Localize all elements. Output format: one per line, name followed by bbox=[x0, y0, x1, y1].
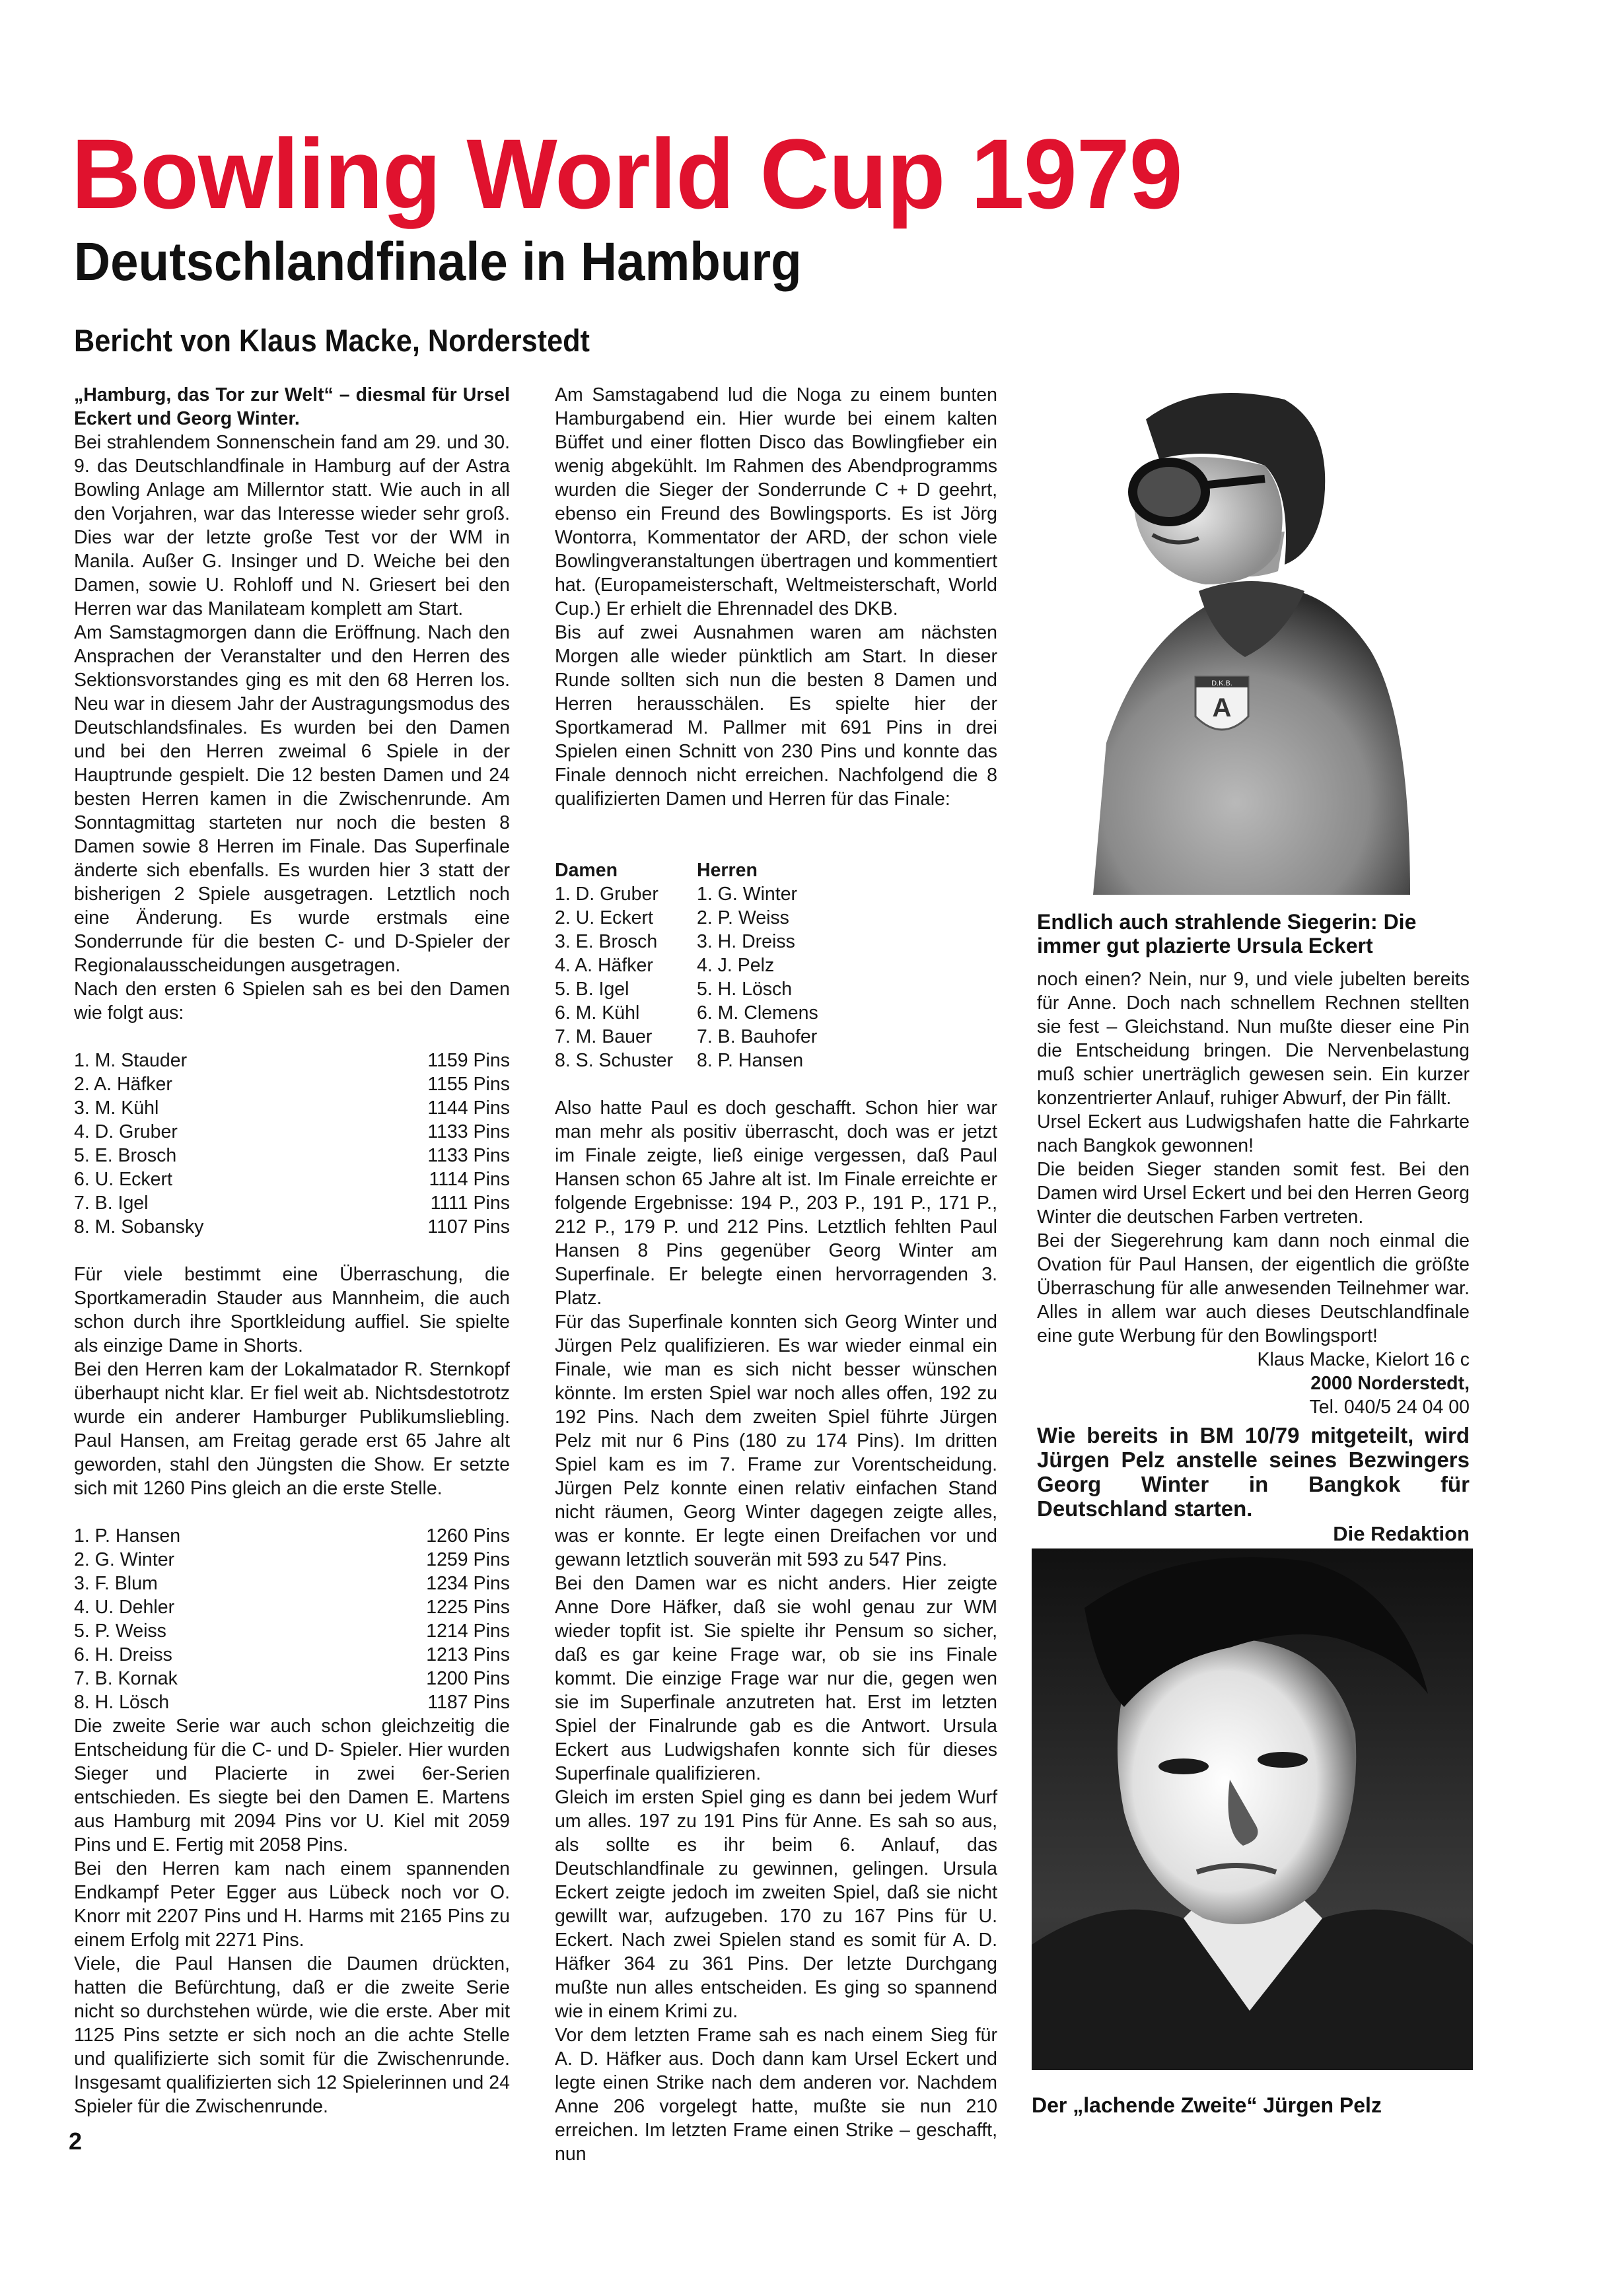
signature-line: 2000 Norderstedt, bbox=[1310, 1373, 1470, 1394]
ranking-score: 1214 Pins bbox=[426, 1620, 510, 1642]
ranking-score: 1133 Pins bbox=[427, 1145, 510, 1166]
finalist-item: 1. G. Winter bbox=[697, 884, 798, 905]
finalist-item: 3. E. Brosch bbox=[555, 931, 658, 952]
page-number: 2 bbox=[69, 2128, 83, 2155]
paragraph: Für das Superfinale konnten sich Georg Winter und Jürgen Pelz qualifizieren. Es war wieder einmal ein Finale, wie man es sich nicht besser wünschen könnte. Im ersten Spiel war noch alles offen, 192 zu 192 Pins. Nach dem zweiten Spiel führte Jürgen Pelz mit nur 6 Pins (180 zu 174 Pins). Im dritten Spiel kam es im 7. Frame zur Vorentscheidung. Jürgen Pelz konnte einen relativ einfachen Stand nicht räumen, Georg Winter dagegen zeigte alles, was er konnte. Er legte einen Dreifachen vor und gewann letztlich souverän mit 593 zu 547 Pins. bbox=[555, 1311, 997, 1570]
ranking-row bbox=[74, 1595, 510, 1619]
finalists-damen-column bbox=[555, 858, 697, 1072]
finalist-item: 6. M. Kühl bbox=[555, 1002, 640, 1024]
column-3 bbox=[1037, 967, 1470, 1547]
article-title: Bowling World Cup 1979 bbox=[71, 118, 1182, 229]
ranking-score: 1260 Pins bbox=[426, 1525, 510, 1547]
paragraph: Für viele bestimmt eine Überraschung, die Sportkameradin Stauder aus Mannheim, die auch schon durch ihre Sportkleidung auffiel. Sie spielte als einzige Dame in Shorts. bbox=[74, 1264, 510, 1356]
ranking-row bbox=[74, 1049, 510, 1072]
ranking-name: 3. M. Kühl bbox=[74, 1097, 159, 1119]
column-1 bbox=[74, 383, 510, 2118]
ranking-name: 2. A. Häfker bbox=[74, 1074, 172, 1095]
ranking-row bbox=[74, 1690, 510, 1714]
ranking-row bbox=[74, 1072, 510, 1096]
finalist-item: 6. M. Clemens bbox=[697, 1002, 818, 1024]
signature-line: Klaus Macke, Kielort 16 c bbox=[1257, 1349, 1470, 1370]
finalist-item: 2. U. Eckert bbox=[555, 907, 653, 928]
paragraph: Nach den ersten 6 Spielen sah es bei den Damen wie folgt aus: bbox=[74, 979, 510, 1024]
ranking-name: 7. B. Igel bbox=[74, 1193, 149, 1214]
ranking-score: 1133 Pins bbox=[427, 1121, 510, 1142]
finalist-item: 7. M. Bauer bbox=[555, 1026, 653, 1047]
finalists-herren-column bbox=[697, 858, 839, 1072]
portrait-woman-icon bbox=[1067, 373, 1437, 895]
ranking-score: 1259 Pins bbox=[426, 1549, 510, 1570]
herren-ranking-list bbox=[74, 1524, 510, 1714]
ranking-name: 1. P. Hansen bbox=[74, 1525, 181, 1547]
finalist-item: 3. H. Dreiss bbox=[697, 931, 795, 952]
finalists-herren-header: Herren bbox=[697, 860, 758, 881]
photo2-caption: Der „lachende Zweite“ Jürgen Pelz bbox=[1032, 2093, 1382, 2117]
ranking-row bbox=[74, 1572, 510, 1595]
photo-juergen-pelz bbox=[1032, 1548, 1473, 2070]
finalist-item: 7. B. Bauhofer bbox=[697, 1026, 818, 1047]
paragraph: Bei strahlendem Sonnenschein fand am 29. und 30. 9. das Deutschlandfinale in Hamburg auf der Astra Bowling Anlage am Millerntor statt. Wie auch in all den Vorjahren, war das Interesse wieder sehr groß. Dies war der letzte große Test vor der WM in Manila. Außer G. Insinger und D. Weiche bei den Damen, sowie U. Rohloff und N. Griesert bei den Herren war das Manilateam komplett am Start. bbox=[74, 432, 510, 619]
svg-text:D.K.B.: D.K.B. bbox=[1211, 679, 1232, 687]
ranking-score: 1111 Pins bbox=[430, 1193, 510, 1214]
ranking-score: 1155 Pins bbox=[427, 1074, 510, 1095]
ranking-score: 1213 Pins bbox=[426, 1644, 510, 1665]
ranking-name: 6. U. Eckert bbox=[74, 1169, 172, 1190]
paragraph: Gleich im ersten Spiel ging es dann bei jedem Wurf um alles. 197 zu 191 Pins für Anne. Es sah so aus, als sollte es ihr beim 6. Anlauf, das Deutschlandfinale zu gewinnen, gelingen. Ursula Eckert zeigte jedoch im zweiten Spiel, daß sie nicht gewillt war, aufzugeben. 170 zu 167 Pins für U. Eckert. Nach zwei Spielen stand es somit für A. D. Häfker 364 zu 361 Pins. Der letzte Durchgang mußte nun alles entscheiden. Es ging so spannend wie in einem Krimi zu. bbox=[555, 1787, 997, 2022]
lead-paragraph: „Hamburg, das Tor zur Welt“ – diesmal für Ursel Eckert und Georg Winter. bbox=[74, 384, 510, 429]
finalist-item: 8. P. Hansen bbox=[697, 1050, 804, 1071]
paragraph: Bei den Herren kam der Lokalmatador R. Sternkopf überhaupt nicht klar. Er fiel weit ab. Nichtsdestotrotz wurde ein anderer Hamburger Publikumsliebling. Paul Hansen, am Freitag gerade erst 65 Jahre alt geworden, stahl den Jüngsten die Show. Er setzte sich mit 1260 Pins gleich an die erste Stelle. bbox=[74, 1359, 510, 1499]
ranking-score: 1114 Pins bbox=[429, 1169, 510, 1190]
finalist-item: 5. H. Lösch bbox=[697, 979, 793, 1000]
ranking-name: 7. B. Kornak bbox=[74, 1668, 178, 1689]
damen-ranking-list bbox=[74, 1049, 510, 1239]
ranking-name: 4. D. Gruber bbox=[74, 1121, 178, 1142]
paragraph: Am Samstagmorgen dann die Eröffnung. Nach den Ansprachen der Veranstalter und den Herren des Sektionsvorstandes ging es mit den 68 Herren los. Neu war in diesem Jahr der Austragungsmodus des Deutschlandsfinales. Es wurden bei den Damen und bei den Herren zweimal 6 Spiele in der Hauptrunde gespielt. Die 12 besten Damen und 24 besten Herren kamen in die Zwischenrunde. Am Sonntagmittag starteten nur noch die besten 8 Damen sowie 8 Herren im Finale. Das Superfinale änderte sich ebenfalls. Es wurden hier 3 statt der bisherigen 2 Spiele ausgetragen. Letztlich noch eine Änderung. Es wurde erstmals eine Sonderrunde für die besten C- und D-Spieler der Regionalausscheidungen ausgetragen. bbox=[74, 622, 510, 976]
paragraph: Bis auf zwei Ausnahmen waren am nächsten Morgen alle wieder pünktlich am Start. In dieser Runde sollten sich nun die besten 8 Damen und Herren herausschälen. Es spielte hier der Sportkamerad M. Pallmer mit 691 Pins in drei Spielen einen Schnitt von 230 Pins und konnte das Finale dennoch nicht erreichen. Nachfolgend die 8 qualifizierten Damen und Herren für das Finale: bbox=[555, 622, 997, 810]
finalists-table bbox=[555, 858, 997, 1072]
paragraph: Ursel Eckert aus Ludwigshafen hatte die Fahrkarte nach Bangkok gewonnen! bbox=[1037, 1111, 1470, 1156]
finalist-item: 5. B. Igel bbox=[555, 979, 629, 1000]
svg-text:A: A bbox=[1212, 693, 1232, 722]
paragraph: Also hatte Paul es doch geschafft. Schon hier war man mehr als positiv überrascht, doch was er jetzt im Finale zeigte, ließ einige vergessen, daß Paul Hansen schon 65 Jahre alt ist. Im Finale erreichte er folgende Ergebnisse: 194 P., 203 P., 191 P., 171 P., 212 P., 179 P. und 212 Pins. Letztlich fehlten Paul Hansen 8 Pins gegenüber Georg Winter am Superfinale. Er belegte einen hervorragenden 3. Platz. bbox=[555, 1097, 997, 1309]
finalist-item: 4. A. Häfker bbox=[555, 955, 653, 976]
portrait-man-icon bbox=[1032, 1548, 1473, 2070]
ranking-score: 1200 Pins bbox=[426, 1668, 510, 1689]
ranking-score: 1159 Pins bbox=[427, 1050, 510, 1071]
paragraph: Bei der Siegerehrung kam dann noch einmal die Ovation für Paul Hansen, der eigentlich die größte Überraschung für alle anwesenden Teilnehmer war. Alles in allem war auch dieses Deutschlandfinale eine gute Werbung für den Bowlingsport! bbox=[1037, 1230, 1470, 1346]
column-2 bbox=[555, 383, 997, 2166]
ranking-row bbox=[74, 1167, 510, 1191]
paragraph: Vor dem letzten Frame sah es nach einem Sieg für A. D. Häfker aus. Doch dann kam Ursel Eckert und legte einen Strike nach dem anderen vor. Nachdem Anne 206 vorgelegt hatte, mußte sie nun 210 erreichen. Im letzten Frame einen Strike – geschafft, nun bbox=[555, 2025, 997, 2165]
ranking-name: 8. H. Lösch bbox=[74, 1692, 170, 1713]
ranking-row bbox=[74, 1524, 510, 1548]
paragraph: Die beiden Sieger standen somit fest. Bei den Damen wird Ursel Eckert und bei den Herren Georg Winter die deutschen Farben vertreten. bbox=[1037, 1159, 1470, 1228]
ranking-name: 4. U. Dehler bbox=[74, 1597, 175, 1618]
ranking-name: 1. M. Stauder bbox=[74, 1050, 188, 1071]
finalist-item: 1. D. Gruber bbox=[555, 884, 658, 905]
author-signature bbox=[1037, 1348, 1470, 1419]
ranking-name: 5. P. Weiss bbox=[74, 1620, 166, 1642]
ranking-row bbox=[74, 1096, 510, 1120]
paragraph: Bei den Damen war es nicht anders. Hier zeigte Anne Dore Häfker, daß sie wohl genau zur WM wieder topfit ist. Sie spielte ihr Pensum so sicher, daß es gar keine Frage war, ob sie ins Finale kommt. Die einzige Frage war nur die, gegen wen sie im Superfinale anzutreten hat. Erst im letzten Spiel der Finalrunde gab es die Antwort. Ursula Eckert aus Ludwigshafen konnte sich für dieses Superfinale qualifizieren. bbox=[555, 1573, 997, 1784]
ranking-row bbox=[74, 1215, 510, 1239]
article-subtitle: Deutschlandfinale in Hamburg bbox=[74, 232, 802, 292]
ranking-score: 1144 Pins bbox=[427, 1097, 510, 1119]
ranking-row bbox=[74, 1667, 510, 1690]
ranking-row bbox=[74, 1548, 510, 1572]
ranking-name: 3. F. Blum bbox=[74, 1573, 158, 1594]
photo1-caption: Endlich auch strahlende Siegerin: Die immer gut plazierte Ursula Eckert bbox=[1037, 910, 1417, 957]
ranking-row bbox=[74, 1643, 510, 1667]
paragraph: Am Samstagabend lud die Noga zu einem bunten Hamburgabend ein. Hier wurde bei einem kalten Büffet und einer flotten Disco das Bowlingfieber ein wenig abgekühlt. Im Rahmen des Abendprogramms wurden die Sieger der Sonderrunde C + D geehrt, ebenso ein Freund des Bowlingsports. Es ist Jörg Wontorra, Kommentator der ARD, der schon viele Bowlingveranstaltungen übertragen und kommentiert hat. (Europameisterschaft, Weltmeisterschaft, World Cup.) Er erhielt die Ehrennadel des DKB. bbox=[555, 384, 997, 619]
ranking-score: 1187 Pins bbox=[427, 1692, 510, 1713]
ranking-row bbox=[74, 1191, 510, 1215]
photo-ursula-eckert bbox=[1067, 373, 1437, 895]
ranking-score: 1225 Pins bbox=[426, 1597, 510, 1618]
paragraph: Bei den Herren kam nach einem spannenden Endkampf Peter Egger aus Lübeck noch vor O. Knorr mit 2207 Pins und H. Harms mit 2165 Pins zu einem Erfolg mit 2271 Pins. bbox=[74, 1858, 510, 1951]
ranking-row bbox=[74, 1619, 510, 1643]
finalist-item: 4. J. Pelz bbox=[697, 955, 775, 976]
finalists-damen-header: Damen bbox=[555, 860, 618, 881]
ranking-score: 1234 Pins bbox=[426, 1573, 510, 1594]
ranking-score: 1107 Pins bbox=[427, 1216, 510, 1237]
ranking-name: 2. G. Winter bbox=[74, 1549, 175, 1570]
paragraph: noch einen? Nein, nur 9, und viele jubelten bereits für Anne. Doch nach schnellem Rechnen stellten sie fest – Gleichstand. Nun mußte dieser eine Pin die Entscheidung bringen. Die Nervenbelastung muß schier unerträglich gewesen sein. Ein kurzer konzentrierter Anlauf, ruhiger Abwurf, der Pin fällt. bbox=[1037, 969, 1470, 1109]
finalist-item: 2. P. Weiss bbox=[697, 907, 789, 928]
editor-note: Wie bereits in BM 10/79 mitgeteilt, wird Jürgen Pelz anstelle seines Bezwingers Georg Winter in Bangkok für Deutschland starten. bbox=[1037, 1423, 1470, 1521]
ranking-name: 8. M. Sobansky bbox=[74, 1216, 204, 1237]
signature-line: Tel. 040/5 24 04 00 bbox=[1309, 1397, 1470, 1418]
editor-signature: Die Redaktion bbox=[1333, 1522, 1470, 1545]
paragraph: Die zweite Serie war auch schon gleichzeitig die Entscheidung für die C- und D- Spieler. Hier wurden Sieger und Placierte in zwei 6er-Serien entschieden. Es siegte bei den Damen E. Martens aus Hamburg mit 2094 Pins vor U. Kiel mit 2059 Pins und E. Fertig mit 2058 Pins. bbox=[74, 1716, 510, 1856]
ranking-row bbox=[74, 1120, 510, 1144]
ranking-name: 6. H. Dreiss bbox=[74, 1644, 172, 1665]
article-byline: Bericht von Klaus Macke, Norderstedt bbox=[74, 323, 590, 358]
finalist-item: 8. S. Schuster bbox=[555, 1050, 674, 1071]
ranking-row bbox=[74, 1144, 510, 1167]
paragraph: Viele, die Paul Hansen die Daumen drückten, hatten die Befürchtung, daß er die zweite Serie nicht so durchstehen würde, wie die erste. Aber mit 1125 Pins setzte er sich noch an die achte Stelle und qualifizierte sich somit für die Zwischenrunde. Insgesamt qualifizierten sich 12 Spielerinnen und 24 Spieler für die Zwischenrunde. bbox=[74, 1953, 510, 2117]
ranking-name: 5. E. Brosch bbox=[74, 1145, 177, 1166]
